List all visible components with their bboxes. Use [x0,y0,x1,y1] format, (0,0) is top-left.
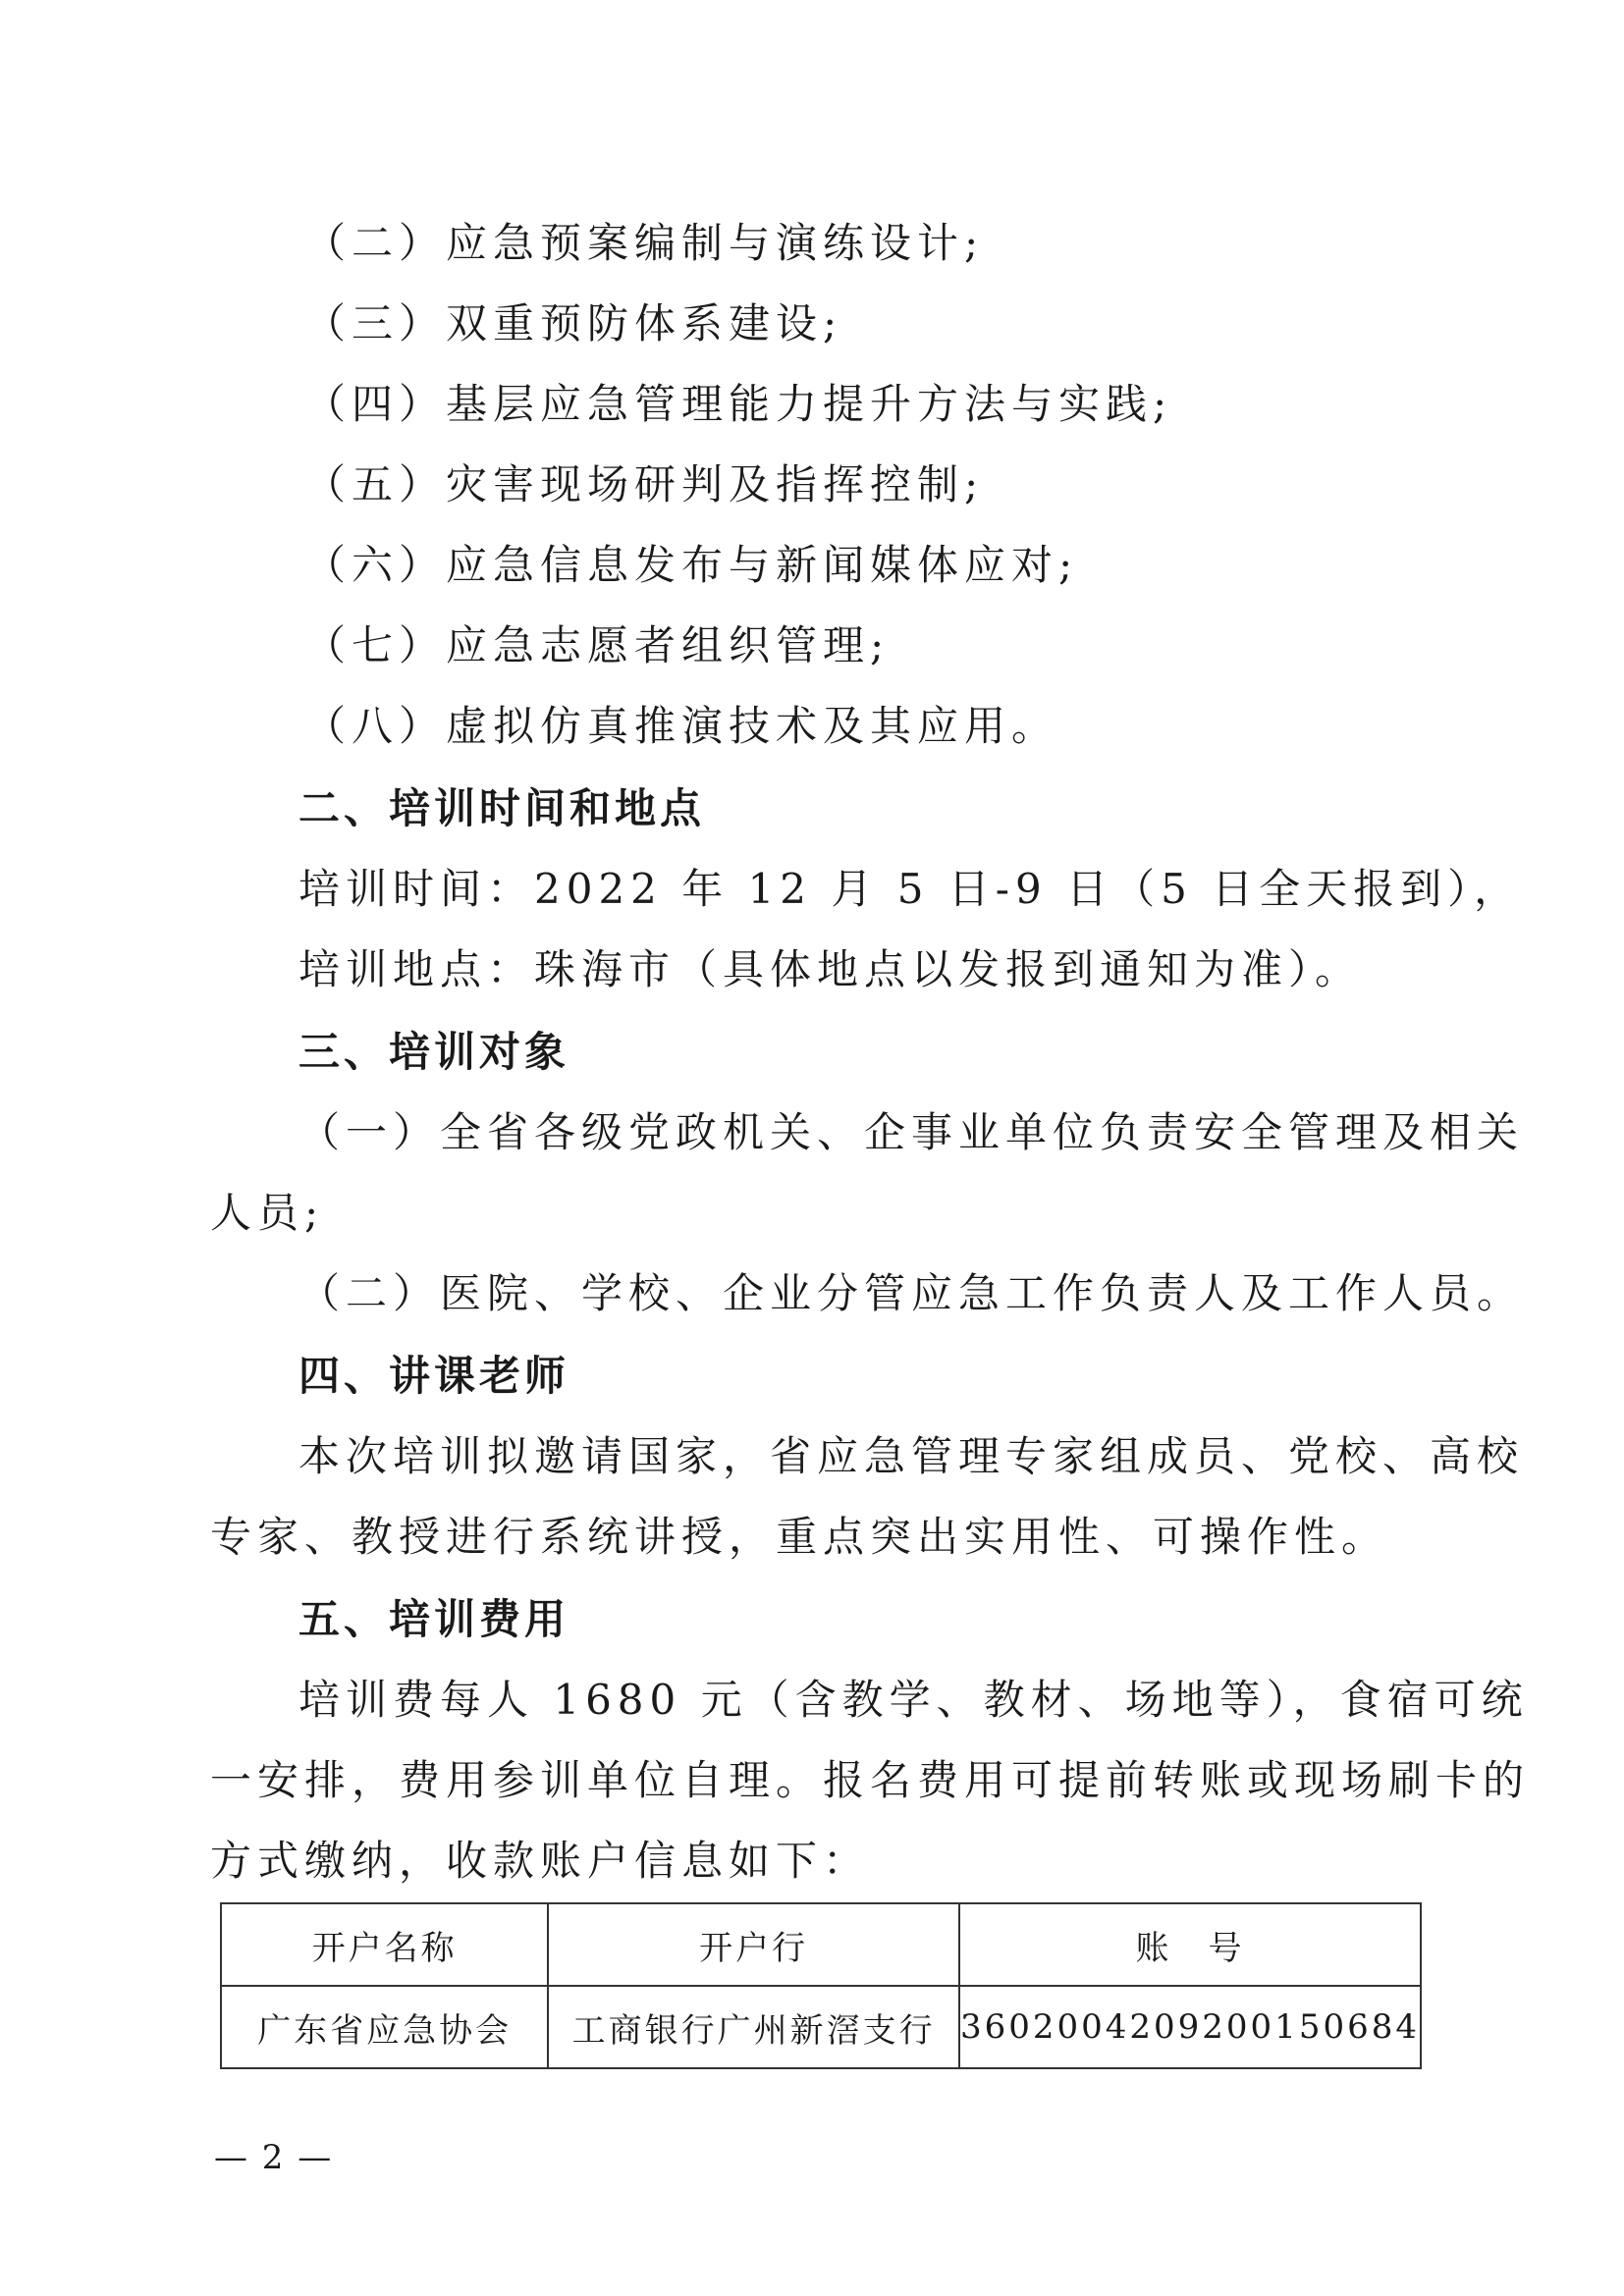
section-heading-audience: 三、培训对象 [298,1028,570,1076]
table-row [221,1986,1421,2068]
account-info-table [220,1902,1422,2069]
content-item-3: （三）双重预防体系建设; [304,299,843,347]
section-heading-fees: 五、培训费用 [298,1595,570,1643]
fees-line-1: 培训费每人 1680 元（含教学、教材、场地等），食宿可统 [298,1676,1529,1724]
content-item-2: （二）应急预案编制与演练设计; [304,219,985,267]
content-item-6: （六）应急信息发布与新闻媒体应对; [304,541,1079,589]
audience-item-1-line-2: 人员; [210,1189,325,1237]
cell-account-name: 广东省应急协会 [221,1986,548,2068]
content-item-8: （八）虚拟仿真推演技术及其应用。 [304,702,1059,750]
cell-account-number: 3602004209200150684 [959,1986,1421,2068]
content-item-4: （四）基层应急管理能力提升方法与实践; [304,380,1173,428]
teachers-line-2: 专家、教授进行系统讲授，重点突出实用性、可操作性。 [210,1513,1389,1561]
table-header-row [221,1903,1421,1986]
fees-line-2: 一安排，费用参训单位自理。报名费用可提前转账或现场刷卡的 [210,1756,1531,1804]
header-account-number: 账 号 [959,1903,1421,1986]
fees-line-3: 方式缴纳，收款账户信息如下： [210,1837,871,1885]
section-heading-teachers: 四、讲课老师 [298,1352,570,1400]
audience-item-1-line-1: （一）全省各级党政机关、企事业单位负责安全管理及相关 [298,1108,1525,1156]
header-account-name: 开户名称 [221,1903,548,1986]
cell-bank: 工商银行广州新滘支行 [548,1986,959,2068]
header-bank: 开户行 [548,1903,959,1986]
teachers-line-1: 本次培训拟邀请国家，省应急管理专家组成员、党校、高校 [298,1432,1525,1480]
training-place: 培训地点：珠海市（具体地点以发报到通知为准）。 [298,945,1363,993]
section-heading-time-place: 二、培训时间和地点 [298,784,706,832]
content-item-5: （五）灾害现场研判及指挥控制; [304,460,985,508]
audience-item-2: （二）医院、学校、企业分管应急工作负责人及工作人员。 [298,1269,1525,1317]
content-item-7: （七）应急志愿者组织管理; [304,621,891,669]
training-time: 培训时间：2022 年 12 月 5 日-9 日（5 日全天报到）， [298,865,1522,913]
page-number: — 2 — [214,2138,334,2177]
